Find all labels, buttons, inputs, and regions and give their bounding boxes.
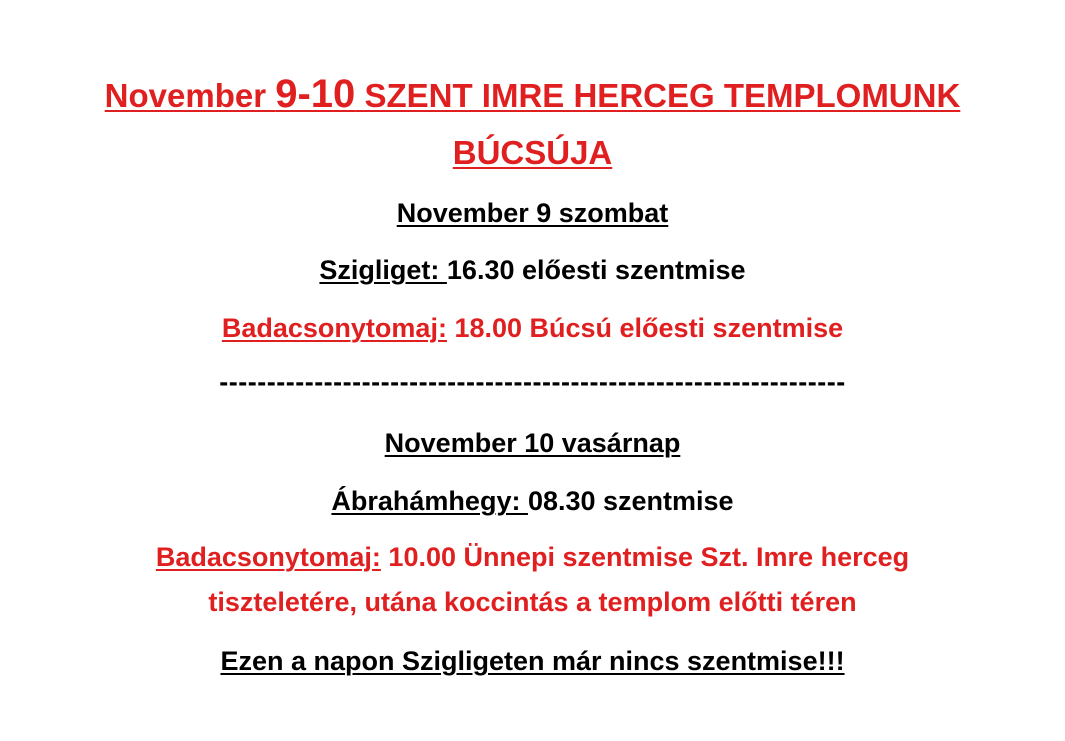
day1-item2-place: Badacsonytomaj:: [221, 313, 447, 343]
day2-item-badacsonytomaj-continued: tiszteletére, utána koccintás a templom előtti téren: [208, 587, 857, 617]
heading-rest: SZENT IMRE HERCEG TEMPLOMUNK: [355, 77, 961, 114]
day2-title-text: November 10 vasárnap: [384, 428, 681, 458]
closing-note: [0, 644, 1065, 678]
heading-dates: 9-10: [275, 72, 356, 116]
heading-line-2-text: BÚCSÚJA: [452, 134, 613, 171]
closing-note-text: Ezen a napon Szigligeten már nincs szentmise!!!: [220, 646, 845, 676]
day2-title: [0, 426, 1065, 460]
day1-item2-text: 18.00 Búcsú előesti szentmise: [446, 313, 844, 343]
heading-line-2: [0, 131, 1065, 175]
day2-item2-text: 10.00 Ünnepi szentmise Szt. Imre herceg: [380, 542, 910, 572]
day1-item-szigliget: [0, 253, 1065, 287]
separator-line: ------------------------------------------------------------------: [219, 367, 846, 397]
day1-item1-place: Szigliget:: [319, 255, 447, 285]
day2-item-abrahamhegy: [0, 484, 1065, 518]
day1-title-text: November 9 szombat: [396, 198, 669, 228]
heading-line-1: [0, 72, 1065, 118]
day1-item-badacsonytomaj: [0, 311, 1065, 345]
day2-item2-place: Badacsonytomaj:: [155, 542, 381, 572]
day2-item1-place: Ábrahámhegy:: [331, 486, 528, 516]
day2-item-badacsonytomaj: [0, 540, 1065, 574]
day2-item1-text: 08.30 szentmise: [527, 486, 734, 516]
heading-prefix: November: [104, 77, 276, 114]
day1-title: [0, 196, 1065, 230]
day1-item1-text: 16.30 előesti szentmise: [446, 255, 746, 285]
